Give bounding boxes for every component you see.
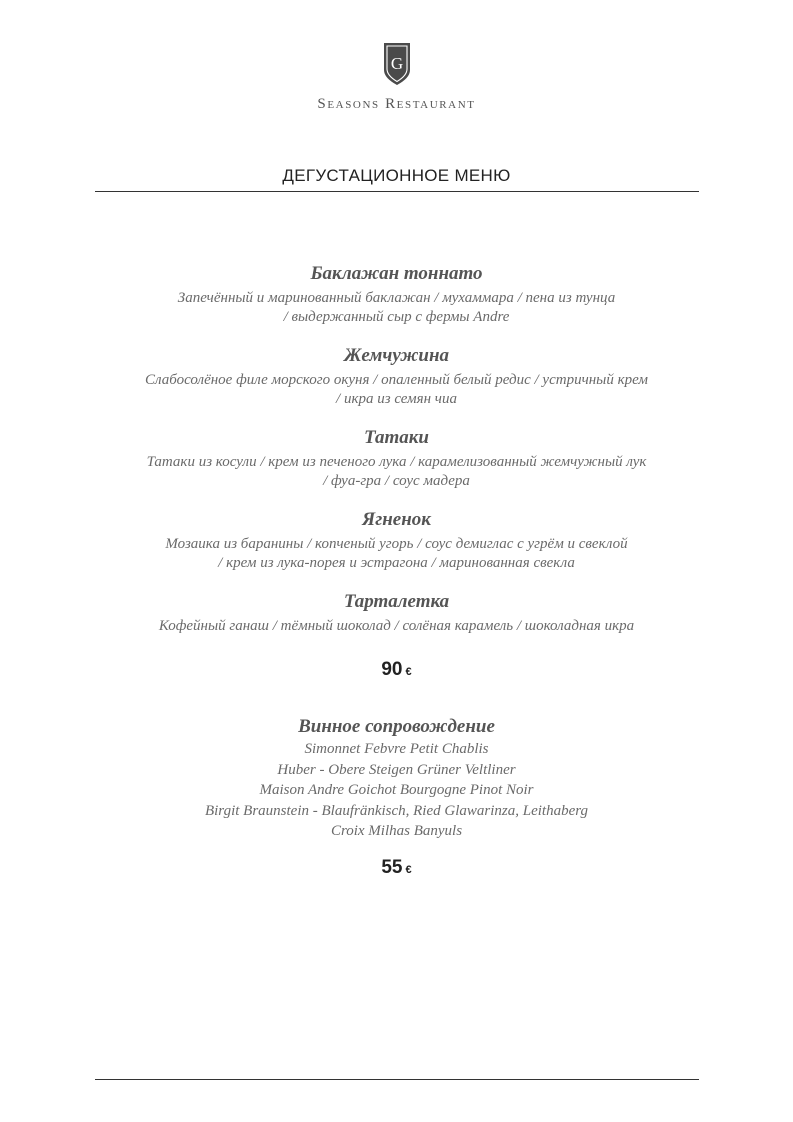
bottom-divider (95, 1079, 699, 1080)
course-name: Жемчужина (343, 345, 450, 366)
restaurant-name: Seasons Restaurant (317, 96, 476, 112)
course-name: Баклажан тоннато (310, 263, 483, 284)
course-description (0, 617, 793, 636)
course-name: Татаки (364, 427, 429, 448)
wine-item: Croix Milhas Banyuls (330, 823, 463, 839)
course-description-line: / крем из лука-порея и эстрагона / маринованная свекла (218, 555, 575, 571)
wine-item: Birgit Braunstein - Blaufränkisch, Ried Glawarinza, Leithaberg (204, 802, 589, 819)
wine-item: Maison Andre Goichot Bourgogne Pinot Noir (259, 782, 534, 798)
top-divider (95, 191, 699, 192)
menu-price (0, 658, 793, 684)
wine-list (0, 739, 793, 842)
course-description (0, 535, 793, 573)
wine-price-amount: 55 (381, 856, 403, 878)
course-description (0, 289, 793, 327)
crest-icon (382, 42, 412, 86)
page-title: ДЕГУСТАЦИОННОЕ МЕНЮ (282, 166, 511, 185)
course-description-line: / фуа-гра / соус мадера (323, 473, 470, 489)
course-description-line: / икра из семян чиа (336, 391, 457, 407)
wine-price-currency: € (405, 863, 412, 876)
course-description-line: Татаки из косули / крем из печеного лука / карамелизованный жемчужный лук (146, 454, 647, 470)
wine-item: Huber - Obere Steigen Grüner Veltliner (277, 761, 516, 778)
course-description-line: Мозаика из баранины / копченый угорь / соус демиглас с угрём и свеклой (165, 536, 628, 552)
menu-content (0, 262, 793, 882)
logo-letter: G (390, 54, 403, 73)
wine-pairing (0, 715, 793, 882)
course (0, 344, 793, 409)
course (0, 508, 793, 573)
course-description (0, 453, 793, 491)
wine-pairing-title: Винное сопровождение (298, 716, 495, 737)
course-description (0, 371, 793, 409)
menu-price-amount: 90 (381, 659, 403, 680)
wine-item: Simonnet Febvre Petit Chablis (304, 741, 489, 757)
course-description-line: Кофейный ганаш / тёмный шоколад / солёная карамель / шоколадная икра (158, 618, 635, 634)
course-description-line: Слабосолёное филе морского окуня / опаленный белый редис / устричный крем (145, 372, 648, 388)
wine-price (0, 856, 793, 882)
restaurant-logo (0, 42, 793, 113)
course (0, 426, 793, 491)
menu-price-currency: € (405, 666, 412, 678)
course-name: Ягненок (362, 509, 431, 530)
course-description-line: Запечённый и маринованный баклажан / мухаммара / пена из тунца (177, 290, 616, 306)
course (0, 590, 793, 636)
course-name: Тарталетка (343, 591, 450, 612)
course (0, 262, 793, 327)
course-description-line: / выдержанный сыр с фермы Andre (283, 309, 510, 325)
